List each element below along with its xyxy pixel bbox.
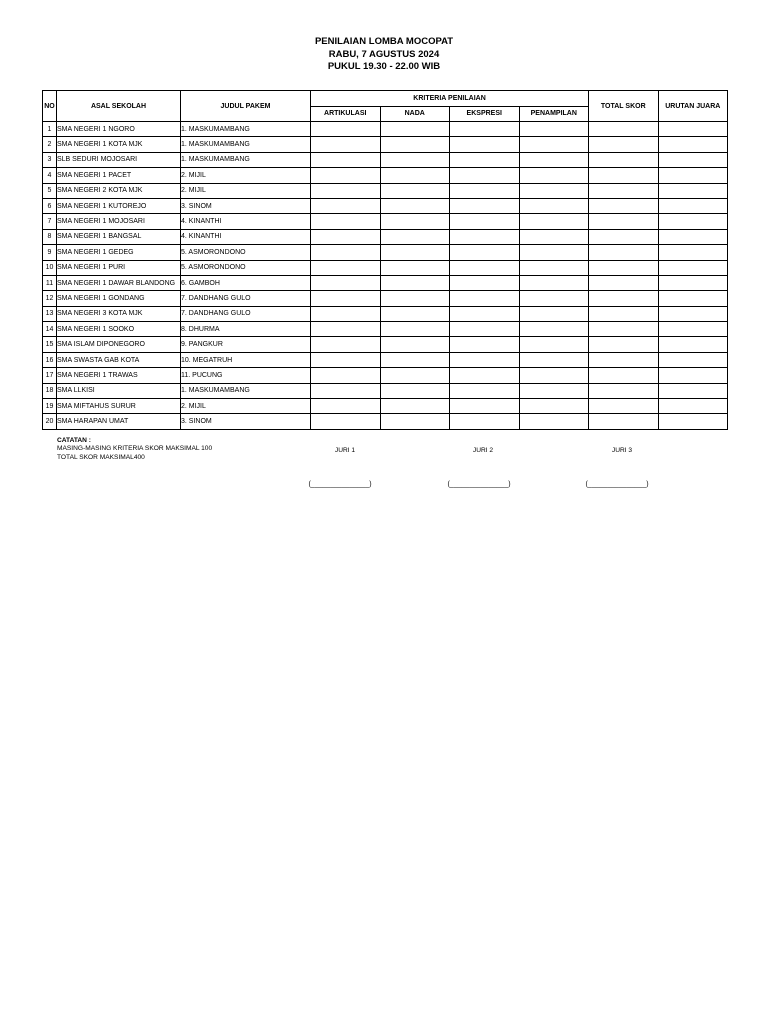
total-score[interactable] xyxy=(589,168,659,183)
score-performance[interactable] xyxy=(519,414,589,429)
row-number: 18 xyxy=(43,383,57,398)
header-tone: NADA xyxy=(380,106,450,122)
total-score[interactable] xyxy=(589,322,659,337)
table-row xyxy=(43,198,728,213)
school-name: SMA NEGERI 1 MOJOSARI xyxy=(57,214,181,229)
score-performance[interactable] xyxy=(519,152,589,167)
score-articulation[interactable] xyxy=(311,414,381,429)
score-tone[interactable] xyxy=(380,122,450,137)
score-articulation[interactable] xyxy=(311,245,381,260)
judge-2-signature: (_______________) xyxy=(447,481,511,488)
rank[interactable] xyxy=(658,352,728,367)
school-name: SMA NEGERI 2 KOTA MJK xyxy=(57,183,181,198)
score-performance[interactable] xyxy=(519,306,589,321)
score-tone[interactable] xyxy=(380,275,450,290)
table-row xyxy=(43,214,728,229)
score-expression[interactable] xyxy=(450,322,520,337)
school-name: SMA NEGERI 1 DAWAR BLANDONG xyxy=(57,275,181,290)
row-number: 13 xyxy=(43,306,57,321)
judge-3-label: JURI 3 xyxy=(611,447,633,454)
notes-line-1: MASING-MASING KRITERIA SKOR MAKSIMAL 100 xyxy=(57,445,213,453)
rank[interactable] xyxy=(658,275,728,290)
header-criteria: KRITERIA PENILAIAN xyxy=(311,91,589,107)
notes-label: CATATAN : xyxy=(57,437,91,444)
score-expression[interactable] xyxy=(450,137,520,152)
score-articulation[interactable] xyxy=(311,383,381,398)
row-number: 7 xyxy=(43,214,57,229)
score-expression[interactable] xyxy=(450,337,520,352)
rank[interactable] xyxy=(658,152,728,167)
score-tone[interactable] xyxy=(380,322,450,337)
piece-title: 3. SINOM xyxy=(181,198,311,213)
piece-title: 2. MIJIL xyxy=(181,183,311,198)
score-performance[interactable] xyxy=(519,322,589,337)
score-articulation[interactable] xyxy=(311,152,381,167)
score-performance[interactable] xyxy=(519,260,589,275)
piece-title: 2. MIJIL xyxy=(181,399,311,414)
score-tone[interactable] xyxy=(380,183,450,198)
rank[interactable] xyxy=(658,399,728,414)
score-expression[interactable] xyxy=(450,229,520,244)
row-number: 17 xyxy=(43,368,57,383)
school-name: SMA NEGERI 3 KOTA MJK xyxy=(57,306,181,321)
total-score[interactable] xyxy=(589,122,659,137)
row-number: 1 xyxy=(43,122,57,137)
row-number: 3 xyxy=(43,152,57,167)
rank[interactable] xyxy=(658,214,728,229)
score-tone[interactable] xyxy=(380,168,450,183)
table-row xyxy=(43,399,728,414)
header-no: NO xyxy=(43,91,57,122)
row-number: 16 xyxy=(43,352,57,367)
score-articulation[interactable] xyxy=(311,275,381,290)
table-row xyxy=(43,337,728,352)
judge-2-label: JURI 2 xyxy=(472,447,494,454)
total-score[interactable] xyxy=(589,245,659,260)
score-tone[interactable] xyxy=(380,152,450,167)
header-performance: PENAMPILAN xyxy=(519,106,589,122)
rank[interactable] xyxy=(658,229,728,244)
table-row xyxy=(43,306,728,321)
score-expression[interactable] xyxy=(450,275,520,290)
total-score[interactable] xyxy=(589,183,659,198)
title-line-1: PENILAIAN LOMBA MOCOPAT xyxy=(314,36,454,47)
score-tone[interactable] xyxy=(380,137,450,152)
score-performance[interactable] xyxy=(519,198,589,213)
school-name: SMA NEGERI 1 GONDANG xyxy=(57,291,181,306)
score-articulation[interactable] xyxy=(311,291,381,306)
row-number: 14 xyxy=(43,322,57,337)
judge-1-label: JURI 1 xyxy=(334,447,356,454)
score-articulation[interactable] xyxy=(311,337,381,352)
table-row xyxy=(43,322,728,337)
piece-title: 11. PUCUNG xyxy=(181,368,311,383)
rank[interactable] xyxy=(658,168,728,183)
rank[interactable] xyxy=(658,198,728,213)
score-performance[interactable] xyxy=(519,337,589,352)
header-school: ASAL SEKOLAH xyxy=(57,91,181,122)
score-performance[interactable] xyxy=(519,352,589,367)
table-row xyxy=(43,152,728,167)
score-performance[interactable] xyxy=(519,399,589,414)
header-total: TOTAL SKOR xyxy=(589,91,659,122)
score-performance[interactable] xyxy=(519,229,589,244)
total-score[interactable] xyxy=(589,152,659,167)
total-score[interactable] xyxy=(589,291,659,306)
score-tone[interactable] xyxy=(380,229,450,244)
school-name: SMA NEGERI 1 NGORO xyxy=(57,122,181,137)
score-performance[interactable] xyxy=(519,137,589,152)
score-articulation[interactable] xyxy=(311,368,381,383)
score-performance[interactable] xyxy=(519,383,589,398)
score-expression[interactable] xyxy=(450,152,520,167)
score-expression[interactable] xyxy=(450,306,520,321)
score-performance[interactable] xyxy=(519,291,589,306)
score-tone[interactable] xyxy=(380,337,450,352)
score-articulation[interactable] xyxy=(311,198,381,213)
score-performance[interactable] xyxy=(519,245,589,260)
table-row xyxy=(43,168,728,183)
score-articulation[interactable] xyxy=(311,399,381,414)
score-table xyxy=(42,90,728,430)
score-tone[interactable] xyxy=(380,291,450,306)
score-expression[interactable] xyxy=(450,291,520,306)
rank[interactable] xyxy=(658,291,728,306)
school-name: SMA NEGERI 1 PURI xyxy=(57,260,181,275)
table-row xyxy=(43,122,728,137)
notes-line-2: TOTAL SKOR MAKSIMAL400 xyxy=(57,453,145,461)
total-score[interactable] xyxy=(589,414,659,429)
piece-title: 1. MASKUMAMBANG xyxy=(181,383,311,398)
notes xyxy=(57,437,212,462)
school-name: SMA NEGERI 1 PACET xyxy=(57,168,181,183)
score-tone[interactable] xyxy=(380,245,450,260)
total-score[interactable] xyxy=(589,137,659,152)
row-number: 6 xyxy=(43,198,57,213)
table-row xyxy=(43,183,728,198)
piece-title: 7. DANDHANG GULO xyxy=(181,306,311,321)
piece-title: 4. KINANTHI xyxy=(181,229,311,244)
school-name: SMA NEGERI 1 KOTA MJK xyxy=(57,137,181,152)
row-number: 12 xyxy=(43,291,57,306)
judge-3-signature: (_______________) xyxy=(585,481,649,488)
score-expression[interactable] xyxy=(450,383,520,398)
score-expression[interactable] xyxy=(450,214,520,229)
school-name: SMA NEGERI 1 KUTOREJO xyxy=(57,198,181,213)
school-name: SMA HARAPAN UMAT xyxy=(57,414,181,429)
score-expression[interactable] xyxy=(450,168,520,183)
school-name: SMA LLKISI xyxy=(57,383,181,398)
school-name: SMA NEGERI 1 SOOKO xyxy=(57,322,181,337)
table-row xyxy=(43,137,728,152)
total-score[interactable] xyxy=(589,198,659,213)
score-articulation[interactable] xyxy=(311,168,381,183)
piece-title: 1. MASKUMAMBANG xyxy=(181,122,311,137)
total-score[interactable] xyxy=(589,352,659,367)
score-tone[interactable] xyxy=(380,383,450,398)
score-tone[interactable] xyxy=(380,214,450,229)
title-line-3: PUKUL 19.30 - 22.00 WIB xyxy=(327,61,441,72)
score-articulation[interactable] xyxy=(311,322,381,337)
judge-1-signature: (_______________) xyxy=(308,481,372,488)
score-articulation[interactable] xyxy=(311,260,381,275)
rank[interactable] xyxy=(658,245,728,260)
score-tone[interactable] xyxy=(380,368,450,383)
school-name: SMA NEGERI 1 GEDEG xyxy=(57,245,181,260)
school-name: SMA ISLAM DIPONEGORO xyxy=(57,337,181,352)
piece-title: 6. GAMBOH xyxy=(181,275,311,290)
total-score[interactable] xyxy=(589,229,659,244)
score-articulation[interactable] xyxy=(311,137,381,152)
total-score[interactable] xyxy=(589,306,659,321)
total-score[interactable] xyxy=(589,368,659,383)
table-row xyxy=(43,245,728,260)
score-expression[interactable] xyxy=(450,414,520,429)
header-articulation: ARTIKULASI xyxy=(311,106,381,122)
school-name: SLB SEDURI MOJOSARI xyxy=(57,152,181,167)
total-score[interactable] xyxy=(589,383,659,398)
rank[interactable] xyxy=(658,322,728,337)
score-expression[interactable] xyxy=(450,198,520,213)
header-rank: URUTAN JUARA xyxy=(658,91,728,122)
table-row xyxy=(43,383,728,398)
header-title: JUDUL PAKEM xyxy=(181,91,311,122)
score-tone[interactable] xyxy=(380,198,450,213)
row-number: 20 xyxy=(43,414,57,429)
header-expression: EKSPRESI xyxy=(450,106,520,122)
row-number: 5 xyxy=(43,183,57,198)
total-score[interactable] xyxy=(589,260,659,275)
rank[interactable] xyxy=(658,337,728,352)
piece-title: 3. SINOM xyxy=(181,414,311,429)
score-expression[interactable] xyxy=(450,352,520,367)
piece-title: 10. MEGATRUH xyxy=(181,352,311,367)
total-score[interactable] xyxy=(589,275,659,290)
piece-title: 5. ASMORONDONO xyxy=(181,260,311,275)
piece-title: 4. KINANTHI xyxy=(181,214,311,229)
table-body xyxy=(43,122,728,430)
score-expression[interactable] xyxy=(450,399,520,414)
row-number: 8 xyxy=(43,229,57,244)
score-performance[interactable] xyxy=(519,183,589,198)
score-expression[interactable] xyxy=(450,368,520,383)
score-performance[interactable] xyxy=(519,168,589,183)
total-score[interactable] xyxy=(589,399,659,414)
piece-title: 7. DANDHANG GULO xyxy=(181,291,311,306)
score-tone[interactable] xyxy=(380,260,450,275)
score-tone[interactable] xyxy=(380,399,450,414)
row-number: 10 xyxy=(43,260,57,275)
piece-title: 9. PANGKUR xyxy=(181,337,311,352)
score-performance[interactable] xyxy=(519,368,589,383)
piece-title: 2. MIJIL xyxy=(181,168,311,183)
document-title xyxy=(0,36,768,74)
total-score[interactable] xyxy=(589,337,659,352)
table-row xyxy=(43,368,728,383)
title-line-2: RABU, 7 AGUSTUS 2024 xyxy=(328,48,440,60)
score-articulation[interactable] xyxy=(311,352,381,367)
score-performance[interactable] xyxy=(519,275,589,290)
score-articulation[interactable] xyxy=(311,214,381,229)
rank[interactable] xyxy=(658,260,728,275)
row-number: 9 xyxy=(43,245,57,260)
score-tone[interactable] xyxy=(380,414,450,429)
score-expression[interactable] xyxy=(450,183,520,198)
table-row xyxy=(43,260,728,275)
school-name: SMA NEGERI 1 TRAWAS xyxy=(57,368,181,383)
rank[interactable] xyxy=(658,137,728,152)
score-expression[interactable] xyxy=(450,122,520,137)
table-row xyxy=(43,229,728,244)
row-number: 19 xyxy=(43,399,57,414)
row-number: 15 xyxy=(43,337,57,352)
rank[interactable] xyxy=(658,368,728,383)
rank[interactable] xyxy=(658,414,728,429)
row-number: 4 xyxy=(43,168,57,183)
score-articulation[interactable] xyxy=(311,122,381,137)
piece-title: 8. DHURMA xyxy=(181,322,311,337)
piece-title: 1. MASKUMAMBANG xyxy=(181,137,311,152)
score-tone[interactable] xyxy=(380,306,450,321)
school-name: SMA SWASTA GAB KOTA xyxy=(57,352,181,367)
piece-title: 1. MASKUMAMBANG xyxy=(181,152,311,167)
table-row xyxy=(43,275,728,290)
score-articulation[interactable] xyxy=(311,229,381,244)
score-expression[interactable] xyxy=(450,260,520,275)
score-performance[interactable] xyxy=(519,214,589,229)
row-number: 11 xyxy=(43,275,57,290)
score-expression[interactable] xyxy=(450,245,520,260)
score-articulation[interactable] xyxy=(311,183,381,198)
table-row xyxy=(43,414,728,429)
table-row xyxy=(43,352,728,367)
score-tone[interactable] xyxy=(380,352,450,367)
rank[interactable] xyxy=(658,122,728,137)
score-performance[interactable] xyxy=(519,122,589,137)
table-row xyxy=(43,291,728,306)
school-name: SMA NEGERI 1 BANGSAL xyxy=(57,229,181,244)
school-name: SMA MIFTAHUS SURUR xyxy=(57,399,181,414)
rank[interactable] xyxy=(658,306,728,321)
row-number: 2 xyxy=(43,137,57,152)
piece-title: 5. ASMORONDONO xyxy=(181,245,311,260)
rank[interactable] xyxy=(658,183,728,198)
score-articulation[interactable] xyxy=(311,306,381,321)
rank[interactable] xyxy=(658,383,728,398)
total-score[interactable] xyxy=(589,214,659,229)
